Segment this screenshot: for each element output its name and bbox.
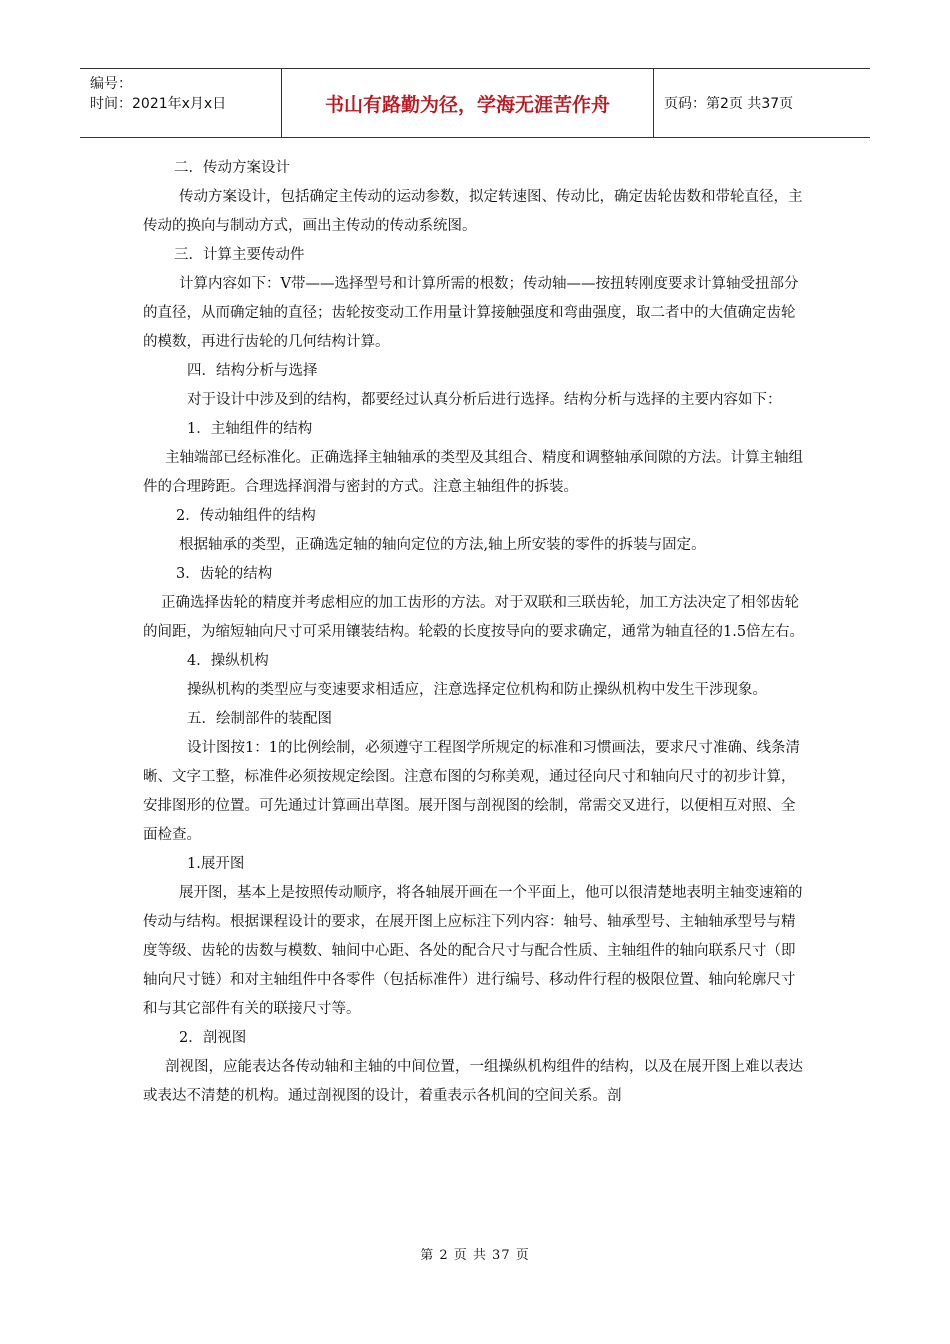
section-4-4-body: 操纵机构的类型应与变速要求相适应，注意选择定位机构和防止操纵机构中发生干涉现象。	[187, 682, 767, 698]
section-4-body: 对于设计中涉及到的结构，都要经过认真分析后进行选择。结构分析与选择的主要内容如下：	[187, 392, 782, 408]
section-4-4-title: 4．操纵机构	[187, 653, 269, 669]
section-4-2-title: 2．传动轴组件的结构	[176, 508, 316, 524]
header-motto: 书山有路勤为径，学海无涯苦作舟	[282, 69, 654, 137]
section-5-2-title: 2．剖视图	[179, 1030, 247, 1046]
number-label: 编号：	[90, 76, 132, 92]
header-meta	[80, 69, 282, 137]
page-footer: 第 2 页 共 37 页	[420, 1248, 530, 1263]
section-2-body: 传动方案设计，包括确定主传动的运动参数，拟定转速图、传动比，确定齿轮齿数和带轮直径，主传动的换向与制动方式，画出主传动的传动系统图。	[143, 189, 803, 234]
page-header	[80, 68, 870, 138]
document-body	[143, 154, 807, 1111]
section-5-1-body: 展开图，基本上是按照传动顺序，将各轴展开画在一个平面上，他可以很清楚地表明主轴变速箱的传动与结构。根据课程设计的要求，在展开图上应标注下列内容：轴号、轴承型号、主轴轴承型号与精度等级、齿轮的齿数与模数、轴间中心距、各处的配合尺寸与配合性质、主轴组件的轴向联系尺寸（即轴向尺寸链）和对主轴组件中各零件（包括标准件）进行编号、移动件行程的极限位置、轴向轮廓尺寸和与其它部件有关的联接尺寸等。	[143, 885, 803, 1017]
section-5-1-title: 1.展开图	[187, 856, 245, 872]
time-label: 时间：2021年x月x日	[90, 96, 227, 112]
section-3-body: 计算内容如下：V带——选择型号和计算所需的根数；传动轴——按扭转刚度要求计算轴受扭部分的直径，从而确定轴的直径；齿轮按变动工作用量计算接触强度和弯曲强度，取二者中的大值确定齿轮的模数，再进行齿轮的几何结构计算。	[143, 276, 799, 350]
section-5-2-body: 剖视图，应能表达各传动轴和主轴的中间位置，一组操纵机构组件的结构，以及在展开图上难以表达或表达不清楚的机构。通过剖视图的设计，着重表示各机间的空间关系。剖	[143, 1059, 803, 1104]
section-4-title: 四．结构分析与选择	[187, 363, 318, 379]
section-4-3-title: 3．齿轮的结构	[176, 566, 273, 582]
section-4-3-body: 正确选择齿轮的精度并考虑相应的加工齿形的方法。对于双联和三联齿轮，加工方法决定了相邻齿轮的间距，为缩短轴向尺寸可采用镶装结构。轮毂的长度按导向的要求确定，通常为轴直径的1.5倍左右。	[143, 595, 805, 640]
section-4-2-body: 根据轴承的类型，正确选定轴的轴向定位的方法,轴上所安装的零件的拆装与固定。	[179, 537, 706, 553]
header-page-info: 页码：第2页 共37页	[664, 96, 794, 112]
section-3-title: 三．计算主要传动件	[174, 247, 305, 263]
section-2-title: 二．传动方案设计	[174, 160, 290, 176]
section-5-body: 设计图按1：1的比例绘制，必须遵守工程图学所规定的标准和习惯画法，要求尺寸准确、线条清晰、文字工整，标准件必须按规定绘图。注意布图的匀称美观，通过径向尺寸和轴向尺寸的初步计算，安排图形的位置。可先通过计算画出草图。展开图与剖视图的绘制，常需交叉进行，以便相互对照、全面检查。	[143, 740, 800, 843]
section-4-1-body: 主轴端部已经标准化。正确选择主轴轴承的类型及其组合、精度和调整轴承间隙的方法。计算主轴组件的合理跨距。合理选择润滑与密封的方式。注意主轴组件的拆装。	[143, 450, 803, 495]
section-4-1-title: 1．主轴组件的结构	[187, 421, 313, 437]
section-5-title: 五．绘制部件的装配图	[187, 711, 332, 727]
